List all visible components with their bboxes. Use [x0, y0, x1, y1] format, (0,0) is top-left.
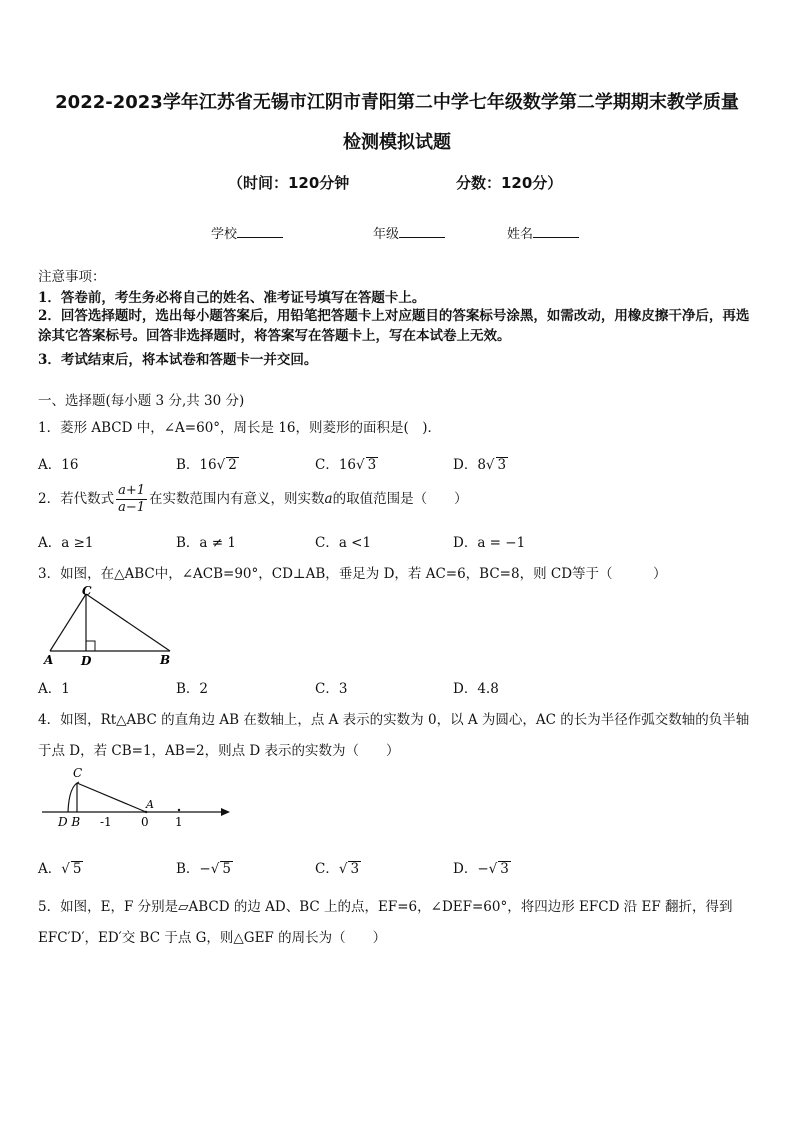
- q3-option-c: C．3: [315, 681, 348, 697]
- sqrt-icon: √: [485, 457, 495, 473]
- q2-fraction: [116, 483, 147, 516]
- q3-option-a: A．1: [38, 681, 70, 697]
- q4-option-c-radicand: 3: [350, 861, 360, 877]
- sqrt-icon: √: [210, 861, 220, 877]
- q3-segment-ac: [50, 594, 86, 651]
- q4-option-a: [38, 857, 83, 877]
- q3-label-c: C: [82, 584, 92, 598]
- q1-option-b-text: B．16: [176, 457, 217, 473]
- q5-stem-line2: EFC′D′，ED′交 BC 于点 G，则△GEF 的周长为（ ）: [38, 930, 387, 946]
- exam-score: 分数：120分）: [456, 174, 563, 192]
- name-field: [507, 223, 579, 242]
- q1-option-d-radicand: 3: [497, 457, 507, 473]
- q2-stem: [38, 483, 468, 516]
- notice-item-2: 2．回答选择题时，选出每小题答案后，用铅笔把答题卡上对应题目的答案标号涂黑，如需改动，用橡皮擦干净后，再选涂其它答案标号。回答非选择题时，将答案写在答题卡上，写在本试卷上无效。: [38, 308, 750, 344]
- q3-segment-bc: [86, 594, 170, 651]
- grade-label: 年级: [373, 227, 400, 242]
- right-angle-mark-icon: [86, 641, 95, 651]
- q3-stem: 3．如图，在△ABC中，∠ACB=90°，CD⊥AB，垂足为 D，若 AC=6，BC=8，则 CD等于（ ）: [38, 566, 667, 582]
- q1-option-d-text: D．8: [453, 457, 486, 473]
- q2-stem-prefix: 2．若代数式: [38, 491, 115, 507]
- q4-option-a-text: A．: [38, 861, 62, 877]
- q2-option-c: C．a <1: [315, 535, 372, 551]
- q1-option-d: [453, 453, 508, 473]
- school-label: 学校: [211, 227, 238, 242]
- notice-heading: 注意事项：: [38, 269, 106, 285]
- q5-stem-line1: 5．如图，E，F 分别是▱ABCD 的边 AD、BC 上的点，EF=6，∠DEF=60°，将四边形 EFCD 沿 EF 翻折，得到: [38, 899, 733, 915]
- exam-title-line2: 检测模拟试题: [343, 132, 451, 153]
- q1-stem: 1．菱形 ABCD 中，∠A=60°，周长是 16，则菱形的面积是( )．: [38, 420, 442, 436]
- q1-option-a: A．16: [38, 457, 79, 473]
- q4-tick-minus1: -1: [100, 815, 112, 829]
- q4-point-1: [178, 809, 180, 811]
- q3-triangle-figure: [40, 584, 180, 670]
- q4-tick-0: 0: [141, 815, 149, 829]
- q2-option-b: B．a ≠ 1: [176, 535, 236, 551]
- q4-tick-1: 1: [175, 815, 183, 829]
- school-field: [211, 223, 283, 242]
- section-heading: 一、选择题(每小题 3 分,共 30 分): [38, 393, 245, 409]
- q2-stem-suffix: 的取值范围是（ ）: [332, 491, 468, 507]
- q4-point-a: [145, 811, 147, 813]
- grade-blank: [399, 227, 445, 238]
- exam-time: （时间：120分钟: [228, 174, 350, 192]
- grade-field: [373, 223, 445, 242]
- q1-option-c: [315, 453, 378, 473]
- q4-stem-line2: 于点 D，若 CB=1，AB=2，则点 D 表示的实数为（ ）: [38, 743, 400, 759]
- q2-stem-mid: 在实数范围内有意义，则实数: [149, 491, 325, 507]
- sqrt-icon: √: [356, 457, 365, 473]
- q2-fraction-numerator: a+1: [118, 483, 146, 498]
- q4-option-b-text: B．−: [176, 861, 211, 877]
- q2-option-a: A．a ≥1: [38, 535, 94, 551]
- q3-label-b: B: [160, 653, 171, 667]
- q4-stem-line1: 4．如图，Rt△ABC 的直角边 AB 在数轴上，点 A 表示的实数为 0，以 A 为圆心，AC 的长为半径作弧交数轴的负半轴: [38, 712, 750, 728]
- q4-option-d-text: D．−: [453, 861, 489, 877]
- name-blank: [533, 227, 579, 238]
- q4-number-line-figure: [38, 764, 238, 832]
- q2-variable: a: [324, 491, 333, 507]
- notice-item-3: 3．考试结束后，将本试卷和答题卡一并交回。: [38, 352, 318, 368]
- exam-title-line1: 2022-2023学年江苏省无锡市江阴市青阳第二中学七年级数学第二学期期末教学质量: [55, 92, 739, 113]
- notice-item-1: 1．答卷前，考生务必将自己的姓名、准考证号填写在答题卡上。: [38, 290, 426, 306]
- q4-label-db: D B: [58, 815, 81, 829]
- sqrt-icon: √: [488, 861, 498, 877]
- q1-option-b-radicand: 2: [228, 457, 237, 473]
- sqrt-icon: √: [216, 457, 226, 473]
- q4-option-a-radicand: 5: [72, 861, 82, 877]
- q2-fraction-denominator: a−1: [118, 500, 146, 515]
- q3-label-d: D: [81, 654, 92, 668]
- q4-option-d: [453, 857, 511, 877]
- school-blank: [237, 227, 283, 238]
- q1-option-c-text: C．16: [315, 457, 357, 473]
- name-label: 姓名: [507, 227, 534, 242]
- q1-option-c-radicand: 3: [367, 457, 377, 473]
- q4-option-b: [176, 857, 233, 877]
- q4-option-c: [315, 857, 361, 877]
- q3-option-b: B．2: [176, 681, 209, 697]
- sqrt-icon: √: [61, 861, 70, 877]
- sqrt-icon: √: [338, 861, 348, 877]
- q4-option-b-radicand: 5: [222, 861, 231, 877]
- q3-label-a: A: [44, 653, 54, 667]
- q1-option-b: [176, 453, 239, 473]
- q4-label-c: C: [73, 766, 83, 780]
- q4-segment-ac: [77, 783, 146, 812]
- q2-option-d: D．a = −1: [453, 535, 526, 551]
- q4-option-c-text: C．: [315, 861, 339, 877]
- q4-label-a: A: [146, 798, 154, 811]
- q4-option-d-radicand: 3: [500, 861, 509, 877]
- arrow-right-icon: [221, 808, 230, 816]
- q3-option-d: D．4.8: [453, 681, 499, 697]
